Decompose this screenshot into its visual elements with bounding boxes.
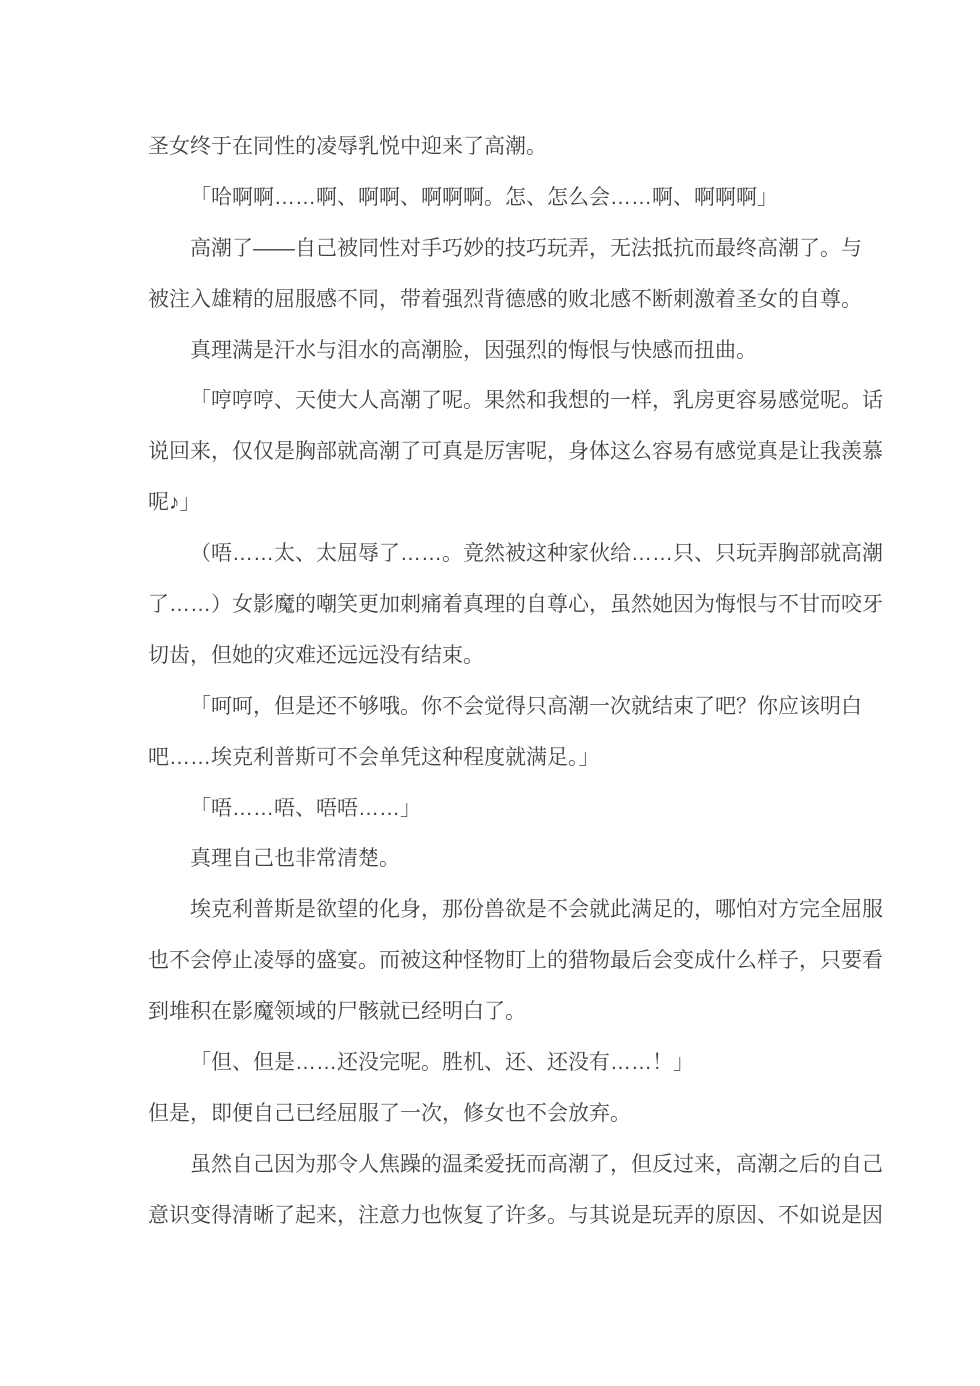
paragraph <box>148 376 883 529</box>
text-line: 真理满是汗水与泪水的高潮脸，因强烈的悔恨与快感而扭曲。 <box>190 338 757 362</box>
paragraph <box>148 885 883 1038</box>
text-line: 真理自己也非常清楚。 <box>190 847 400 871</box>
text-line: 意识变得清晰了起来，注意力也恢复了许多。与其说是玩弄的原因、不如说是因 <box>148 1203 883 1227</box>
text-line: 埃克利普斯是欲望的化身，那份兽欲是不会就此满足的，哪怕对方完全屈服 <box>190 898 883 922</box>
paragraph <box>148 529 883 682</box>
text-line: 切齿，但她的灾难还远远没有结束。 <box>148 643 484 667</box>
paragraph <box>148 834 834 885</box>
text-line: 「哈啊啊……啊、啊啊、啊啊啊。怎、怎么会……啊、啊啊啊」 <box>190 185 778 209</box>
text-line: 「哼哼哼、天使大人高潮了呢。果然和我想的一样，乳房更容易感觉呢。话 <box>190 389 883 413</box>
text-line: （唔……太、太屈辱了……。竟然被这种家伙给……只、只玩弄胸部就高潮 <box>190 542 883 566</box>
paragraph <box>148 1038 834 1089</box>
paragraph <box>148 682 862 784</box>
text-line: 但是，即便自己已经屈服了一次，修女也不会放弃。 <box>148 1101 631 1125</box>
text-line: 「但、但是……还没完呢。胜机、还、还没有……！」 <box>190 1051 694 1075</box>
paragraph <box>148 122 834 173</box>
paragraph <box>148 1140 883 1242</box>
text-line: 「呵呵，但是还不够哦。你不会觉得只高潮一次就结束了吧？你应该明白 <box>190 694 862 718</box>
text-line: 吧……埃克利普斯可不会单凭这种程度就满足。」 <box>148 745 600 769</box>
text-line: 呢♪」 <box>148 491 201 515</box>
text-line: 高潮了——自己被同性对手巧妙的技巧玩弄，无法抵抗而最终高潮了。与 <box>190 236 862 260</box>
novel-text-block <box>148 122 883 1242</box>
text-line: 到堆积在影魔领域的尸骸就已经明白了。 <box>148 1000 526 1024</box>
paragraph <box>148 784 834 835</box>
text-line: 「唔……唔、唔唔……」 <box>190 796 421 820</box>
paragraph <box>148 326 834 377</box>
text-line: 也不会停止凌辱的盛宴。而被这种怪物盯上的猎物最后会变成什么样子，只要看 <box>148 949 883 973</box>
text-line: 了……）女影魔的嘲笑更加刺痛着真理的自尊心，虽然她因为悔恨与不甘而咬牙 <box>148 593 883 617</box>
text-line: 虽然自己因为那令人焦躁的温柔爱抚而高潮了，但反过来，高潮之后的自己 <box>190 1152 883 1176</box>
text-line: 被注入雄精的屈服感不同，带着强烈背德感的败北感不断刺激着圣女的自尊。 <box>148 287 862 311</box>
paragraph <box>148 224 862 326</box>
text-line: 说回来，仅仅是胸部就高潮了可真是厉害呢，身体这么容易有感觉真是让我羡慕 <box>148 440 883 464</box>
text-line: 圣女终于在同性的凌辱乳悦中迎来了高潮。 <box>148 135 547 158</box>
paragraph <box>148 1089 834 1140</box>
paragraph <box>148 173 834 224</box>
